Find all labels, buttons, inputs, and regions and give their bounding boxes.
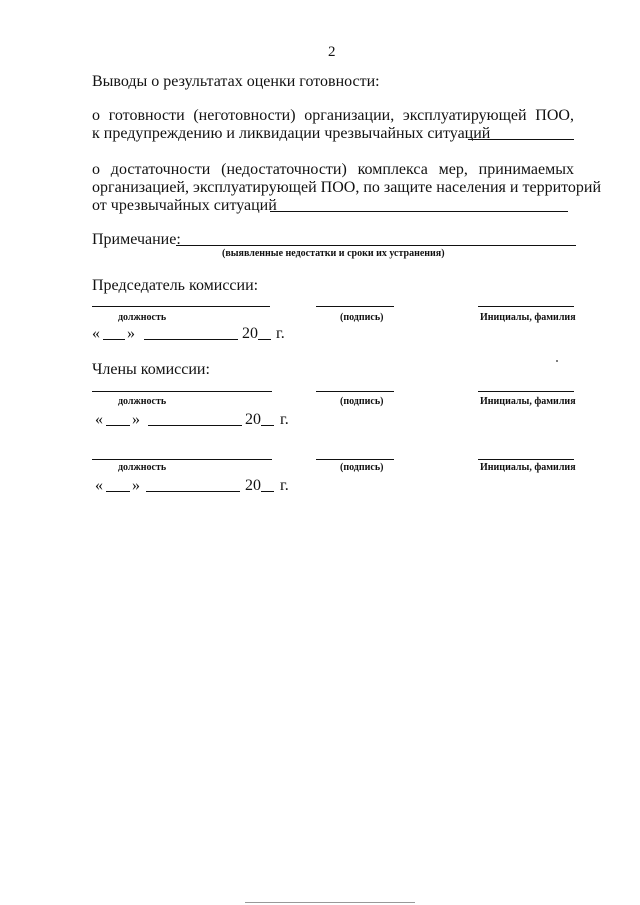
sufficiency-line-2: организацией, эксплуатирующей ПОО, по защите населения и территорий xyxy=(92,179,602,196)
sufficiency-word: о xyxy=(92,161,100,178)
readiness-fill-line[interactable] xyxy=(468,139,574,140)
sufficiency-fill-line[interactable] xyxy=(270,211,568,212)
member-1-signature-caption: (подпись) xyxy=(340,396,384,407)
member-1-date-year-line[interactable] xyxy=(261,425,274,426)
member-1-date-day-line[interactable] xyxy=(106,425,130,426)
sufficiency-word: принимаемых xyxy=(478,161,574,178)
member-2-date-day-line[interactable] xyxy=(106,491,130,492)
member-2-name-line[interactable] xyxy=(478,459,574,460)
member-1-date-open-quote: « xyxy=(95,411,103,428)
member-2-signature-line[interactable] xyxy=(316,459,394,460)
member-1-name-caption: Инициалы, фамилия xyxy=(480,396,576,407)
member-2-date-close-quote: » xyxy=(132,477,140,494)
note-hint: (выявленные недостатки и сроки их устранения) xyxy=(222,248,445,259)
sufficiency-word: достаточности xyxy=(110,161,211,178)
chairman-signature-caption: (подпись) xyxy=(340,312,384,323)
sufficiency-word: (недостаточности) xyxy=(221,161,347,178)
member-2-date-year-prefix: 20 xyxy=(245,477,261,494)
chairman-date-day-line[interactable] xyxy=(103,339,125,340)
chairman-date-year-line[interactable] xyxy=(258,339,271,340)
member-1-signature-line[interactable] xyxy=(316,391,394,392)
readiness-word: эксплуатирующей xyxy=(402,107,527,124)
member-1-position-caption: должность xyxy=(118,396,167,407)
readiness-word: ПОО, xyxy=(535,107,574,124)
member-1-name-line[interactable] xyxy=(478,391,574,392)
member-2-position-caption: должность xyxy=(118,462,167,473)
member-1-date-close-quote: » xyxy=(132,411,140,428)
member-1-date-year-prefix: 20 xyxy=(245,411,261,428)
sufficiency-word: комплекса xyxy=(357,161,428,178)
chairman-name-caption: Инициалы, фамилия xyxy=(480,312,576,323)
scan-speck xyxy=(556,360,558,362)
readiness-line-2: к предупреждению и ликвидации чрезвычайных ситуаций xyxy=(92,125,491,142)
chairman-date-open-quote: « xyxy=(92,325,100,342)
page-number: 2 xyxy=(328,44,336,60)
sufficiency-line-3: от чрезвычайных ситуаций xyxy=(92,197,277,214)
member-2-date-year-line[interactable] xyxy=(261,491,274,492)
readiness-word: готовности xyxy=(108,107,185,124)
member-2-position-line[interactable] xyxy=(92,459,272,460)
chairman-signature-line[interactable] xyxy=(316,306,394,307)
member-1-date-month-line[interactable] xyxy=(148,425,242,426)
note-fill-line[interactable] xyxy=(176,245,576,246)
member-2-date-month-line[interactable] xyxy=(146,491,240,492)
member-2-date-open-quote: « xyxy=(95,477,103,494)
chairman-date-suffix: г. xyxy=(276,325,285,342)
readiness-word: организации, xyxy=(304,107,395,124)
member-1-position-line[interactable] xyxy=(92,391,272,392)
readiness-word: о xyxy=(92,107,100,124)
member-1-date-suffix: г. xyxy=(280,411,289,428)
member-2-date-suffix: г. xyxy=(280,477,289,494)
chairman-position-line[interactable] xyxy=(92,306,270,307)
readiness-line-1 xyxy=(92,106,574,126)
chairman-name-line[interactable] xyxy=(478,306,574,307)
scan-edge-line xyxy=(245,902,415,903)
chairman-position-caption: должность xyxy=(118,312,167,323)
readiness-word: (неготовности) xyxy=(193,107,296,124)
chairman-date-year-prefix: 20 xyxy=(242,325,258,342)
conclusions-heading: Выводы о результатах оценки готовности: xyxy=(92,73,380,90)
sufficiency-word: мер, xyxy=(438,161,468,178)
sufficiency-line-1 xyxy=(92,160,574,180)
members-heading: Члены комиссии: xyxy=(92,361,210,378)
chairman-heading: Председатель комиссии: xyxy=(92,277,259,294)
member-2-signature-caption: (подпись) xyxy=(340,462,384,473)
chairman-date-close-quote: » xyxy=(127,325,135,342)
note-label: Примечание: xyxy=(92,231,181,248)
member-2-name-caption: Инициалы, фамилия xyxy=(480,462,576,473)
chairman-date-month-line[interactable] xyxy=(144,339,238,340)
